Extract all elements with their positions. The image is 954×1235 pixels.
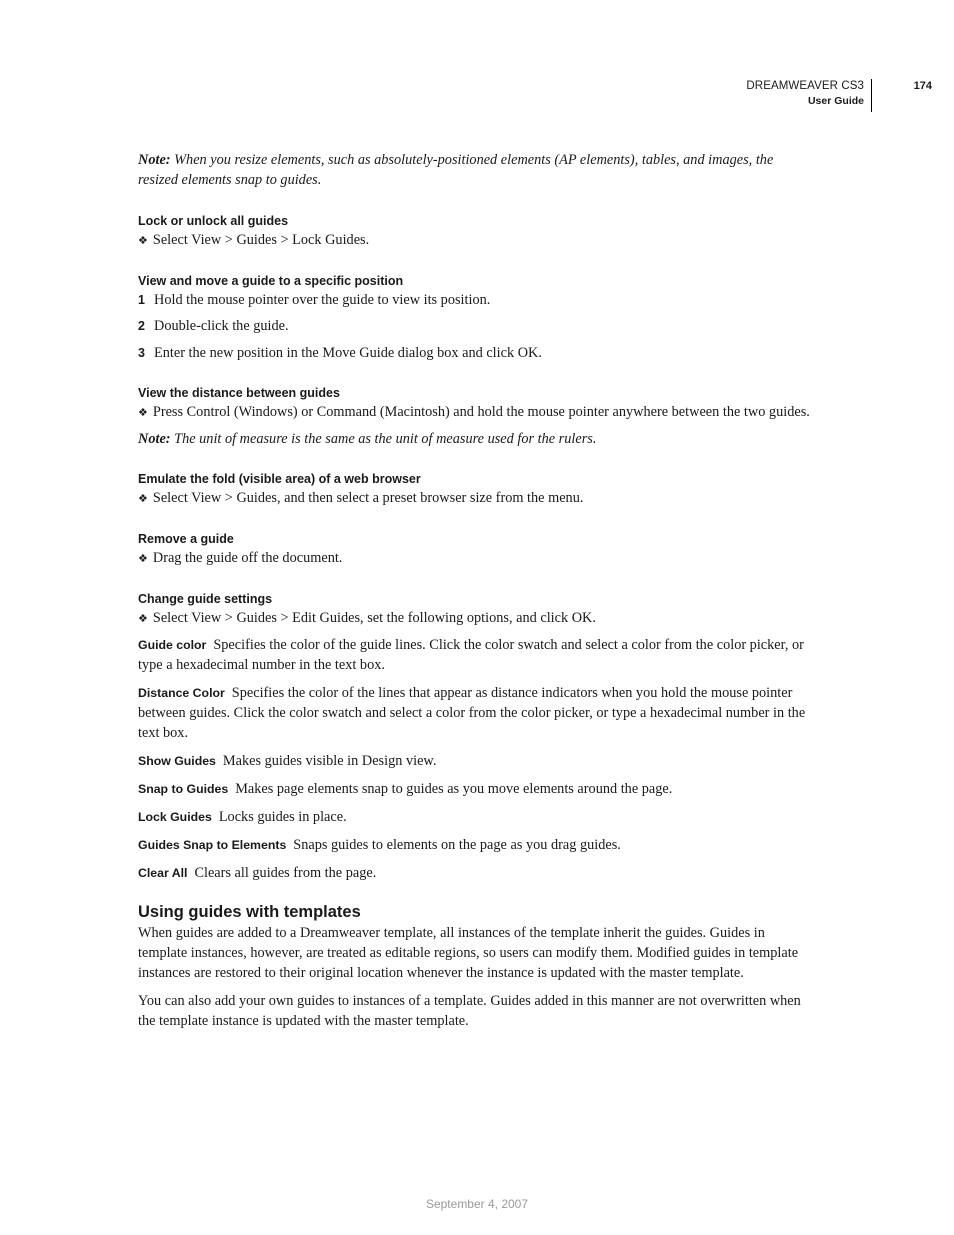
diamond-bullet-icon: ❖ <box>138 612 148 625</box>
page-content <box>138 150 816 1031</box>
heading-remove: Remove a guide <box>138 532 234 546</box>
note-resize <box>138 150 816 190</box>
option-clear-all <box>138 863 816 883</box>
option-term: Snap to Guides <box>138 782 229 796</box>
option-distance-color <box>138 683 816 743</box>
step-number: 2 <box>138 319 145 333</box>
option-desc: Locks guides in place. <box>218 809 347 825</box>
diamond-bullet-icon: ❖ <box>138 234 148 247</box>
bullet-fold <box>138 488 816 509</box>
step-number: 3 <box>138 346 145 360</box>
bullet-text: Select View > Guides > Lock Guides. <box>152 232 370 248</box>
diamond-bullet-icon: ❖ <box>138 552 148 565</box>
option-desc: Specifies the color of the lines that appear as distance indicators when you hold the mouse pointer between guides. Click the color swatch and select a color from the color picker, or type a hexadecimal number in the text box. <box>138 685 806 741</box>
bullet-text: Select View > Guides, and then select a preset browser size from the menu. <box>152 490 584 506</box>
heading-settings: Change guide settings <box>138 592 273 606</box>
bullet-remove <box>138 548 816 569</box>
note-text: The unit of measure is the same as the unit of measure used for the rulers. <box>174 431 597 447</box>
option-guide-color <box>138 635 816 675</box>
bullet-lock-guides <box>138 230 816 251</box>
option-term: Show Guides <box>138 754 216 768</box>
option-snap-to-guides <box>138 779 816 799</box>
option-term: Guide color <box>138 638 207 652</box>
guide-title: User Guide <box>746 94 872 112</box>
note-unit <box>138 429 816 449</box>
bullet-distance <box>138 402 816 423</box>
page-number: 174 <box>913 80 932 92</box>
step-1 <box>138 290 816 310</box>
option-term: Lock Guides <box>138 810 212 824</box>
option-desc: Specifies the color of the guide lines. Click the color swatch and select a color from the color picker, or type a hexadecimal number in the text box. <box>138 637 804 673</box>
option-term: Distance Color <box>138 686 225 700</box>
heading-lock-guides: Lock or unlock all guides <box>138 214 289 228</box>
step-text: Enter the new position in the Move Guide dialog box and click OK. <box>154 345 542 361</box>
running-header <box>746 79 932 112</box>
option-snap-to-elements <box>138 835 816 855</box>
heading-fold: Emulate the fold (visible area) of a web browser <box>138 472 421 486</box>
step-2 <box>138 316 816 336</box>
diamond-bullet-icon: ❖ <box>138 492 148 505</box>
note-label: Note: <box>138 152 171 168</box>
option-desc: Makes guides visible in Design view. <box>222 753 437 769</box>
header-row <box>746 79 932 94</box>
heading-distance: View the distance between guides <box>138 386 340 400</box>
note-label: Note: <box>138 431 171 447</box>
option-term: Clear All <box>138 866 188 880</box>
option-show-guides <box>138 751 816 771</box>
templates-paragraph-2: You can also add your own guides to instances of a template. Guides added in this manner are not overwritten when the template instance is updated with the master template. <box>138 993 801 1029</box>
diamond-bullet-icon: ❖ <box>138 406 148 419</box>
footer-date: September 4, 2007 <box>425 1197 529 1211</box>
step-3 <box>138 343 816 363</box>
step-text: Hold the mouse pointer over the guide to view its position. <box>154 292 491 308</box>
option-desc: Makes page elements snap to guides as you move elements around the page. <box>235 781 673 797</box>
section-heading-templates: Using guides with templates <box>138 903 361 921</box>
bullet-text: Select View > Guides > Edit Guides, set the following options, and click OK. <box>152 610 596 626</box>
bullet-settings <box>138 608 816 629</box>
option-term: Guides Snap to Elements <box>138 838 287 852</box>
option-desc: Snaps guides to elements on the page as you drag guides. <box>293 837 621 853</box>
option-lock-guides <box>138 807 816 827</box>
note-text: When you resize elements, such as absolutely-positioned elements (AP elements), tables, and images, the resized elements snap to guides. <box>138 152 774 188</box>
heading-move-guide: View and move a guide to a specific position <box>138 274 404 288</box>
step-text: Double-click the guide. <box>154 318 289 334</box>
bullet-text: Press Control (Windows) or Command (Macintosh) and hold the mouse pointer anywhere between the two guides. <box>152 404 810 420</box>
templates-paragraph-1: When guides are added to a Dreamweaver template, all instances of the template inherit the guides. Guides in template instances, however, are treated as editable regions, so users can modify them. Modified guides in template instances are restored to their original location whenever the instance is updated with the master template. <box>138 925 799 981</box>
option-desc: Clears all guides from the page. <box>194 865 377 881</box>
step-number: 1 <box>138 293 145 307</box>
product-name: DREAMWEAVER CS3 <box>746 79 872 94</box>
bullet-text: Drag the guide off the document. <box>152 550 343 566</box>
